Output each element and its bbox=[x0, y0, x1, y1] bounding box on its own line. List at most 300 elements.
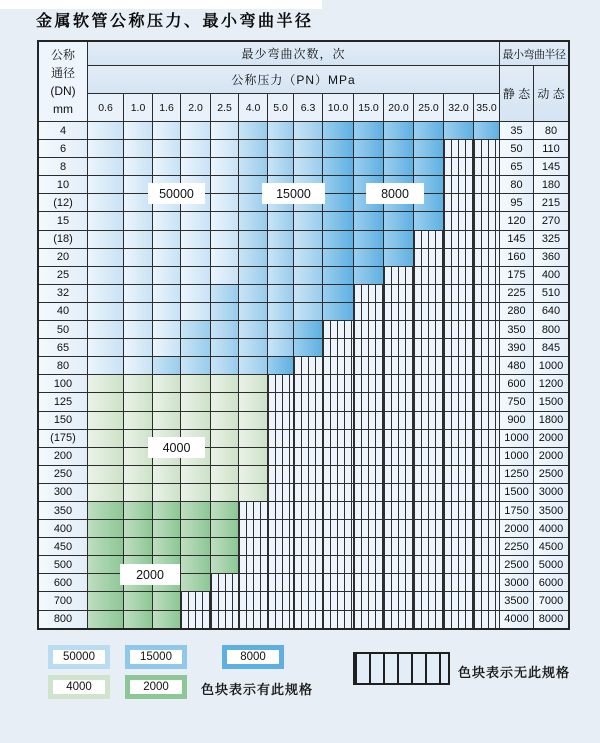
dynamic-radius-value: 640 bbox=[534, 303, 568, 320]
cell-no-spec bbox=[414, 339, 443, 356]
dynamic-radius-value: 7000 bbox=[534, 592, 568, 609]
cell-50000 bbox=[88, 176, 123, 193]
cell-no-spec bbox=[384, 430, 413, 447]
cell-no-spec bbox=[474, 176, 499, 193]
cell-no-spec bbox=[414, 556, 443, 573]
cell-4000 bbox=[88, 466, 123, 483]
cell-no-spec bbox=[474, 339, 499, 356]
cell-no-spec bbox=[384, 357, 413, 374]
cell-no-spec bbox=[354, 556, 383, 573]
legend-block-8000: 8000 bbox=[222, 645, 284, 669]
cell-8000 bbox=[354, 249, 383, 266]
pressure-header-15.0: 15.0 bbox=[354, 94, 383, 121]
cell-50000 bbox=[153, 267, 180, 284]
cell-no-spec bbox=[474, 430, 499, 447]
pressure-header-2.0: 2.0 bbox=[181, 94, 210, 121]
cell-no-spec bbox=[268, 412, 293, 429]
static-radius-value: 1000 bbox=[500, 430, 533, 447]
cell-no-spec bbox=[323, 520, 353, 537]
static-radius-value: 750 bbox=[500, 393, 533, 410]
cell-no-spec bbox=[474, 574, 499, 591]
cell-50000 bbox=[153, 231, 180, 248]
static-radius-value: 65 bbox=[500, 158, 533, 175]
cell-4000 bbox=[88, 393, 123, 410]
cell-50000 bbox=[88, 267, 123, 284]
cell-50000 bbox=[153, 285, 180, 302]
cell-4000 bbox=[239, 375, 267, 392]
cell-no-spec bbox=[354, 484, 383, 501]
cell-2000 bbox=[88, 538, 123, 555]
cell-50000 bbox=[181, 267, 210, 284]
static-radius-value: 1500 bbox=[500, 484, 533, 501]
cell-8000 bbox=[384, 122, 413, 139]
cell-15000 bbox=[239, 158, 267, 175]
static-radius-value: 480 bbox=[500, 357, 533, 374]
static-radius-value: 4000 bbox=[500, 611, 533, 628]
cell-no-spec bbox=[239, 574, 267, 591]
cell-no-spec bbox=[384, 339, 413, 356]
cell-2000 bbox=[88, 502, 123, 519]
cell-no-spec bbox=[294, 556, 322, 573]
cell-15000 bbox=[239, 212, 267, 229]
cell-no-spec bbox=[414, 357, 443, 374]
cell-4000 bbox=[211, 484, 238, 501]
cell-4000 bbox=[124, 375, 152, 392]
cell-8000 bbox=[354, 267, 383, 284]
static-radius-value: 3500 bbox=[500, 592, 533, 609]
cell-4000 bbox=[88, 375, 123, 392]
cell-50000 bbox=[88, 194, 123, 211]
static-radius-value: 160 bbox=[500, 249, 533, 266]
cell-no-spec bbox=[414, 592, 443, 609]
static-radius-value: 175 bbox=[500, 267, 533, 284]
dn-label: 150 bbox=[39, 412, 87, 429]
dynamic-radius-value: 2000 bbox=[534, 430, 568, 447]
cell-2000 bbox=[153, 611, 180, 628]
cell-15000 bbox=[294, 158, 322, 175]
cell-no-spec bbox=[323, 339, 353, 356]
cell-50000 bbox=[88, 158, 123, 175]
cell-no-spec bbox=[444, 393, 473, 410]
cell-no-spec bbox=[384, 393, 413, 410]
cell-50000 bbox=[88, 212, 123, 229]
cell-no-spec bbox=[239, 592, 267, 609]
cell-no-spec bbox=[268, 502, 293, 519]
cell-no-spec bbox=[354, 430, 383, 447]
cell-no-spec bbox=[294, 520, 322, 537]
cell-no-spec bbox=[474, 412, 499, 429]
cell-no-spec bbox=[444, 502, 473, 519]
cell-no-spec bbox=[444, 303, 473, 320]
cell-4000 bbox=[124, 412, 152, 429]
cell-50000 bbox=[88, 140, 123, 157]
cell-no-spec bbox=[474, 267, 499, 284]
pressure-header-25.0: 25.0 bbox=[414, 94, 443, 121]
cell-50000 bbox=[88, 339, 123, 356]
dn-header-line: 通径 bbox=[50, 65, 75, 80]
dynamic-radius-value: 215 bbox=[534, 194, 568, 211]
cell-no-spec bbox=[474, 212, 499, 229]
cell-4000 bbox=[211, 466, 238, 483]
cell-8000 bbox=[414, 140, 443, 157]
cell-no-spec bbox=[294, 502, 322, 519]
cell-8000 bbox=[294, 339, 322, 356]
cell-8000 bbox=[354, 212, 383, 229]
cell-no-spec bbox=[414, 303, 443, 320]
cell-no-spec bbox=[444, 611, 473, 628]
cell-no-spec bbox=[323, 502, 353, 519]
cell-no-spec bbox=[414, 448, 443, 465]
cell-8000 bbox=[384, 231, 413, 248]
cell-50000 bbox=[124, 339, 152, 356]
cell-50000 bbox=[88, 285, 123, 302]
cell-2000 bbox=[124, 538, 152, 555]
cell-no-spec bbox=[384, 556, 413, 573]
dn-column-header bbox=[39, 42, 87, 121]
overlay-label-2000: 2000 bbox=[120, 564, 180, 585]
cell-4000 bbox=[239, 466, 267, 483]
cell-no-spec bbox=[444, 339, 473, 356]
static-radius-value: 2500 bbox=[500, 556, 533, 573]
cell-no-spec bbox=[181, 611, 210, 628]
cell-no-spec bbox=[323, 412, 353, 429]
cell-2000 bbox=[88, 592, 123, 609]
cell-50000 bbox=[88, 122, 123, 139]
cell-50000 bbox=[211, 140, 238, 157]
overlay-label-8000: 8000 bbox=[366, 183, 424, 204]
dn-label: 800 bbox=[39, 611, 87, 628]
cell-no-spec bbox=[294, 611, 322, 628]
cell-15000 bbox=[294, 267, 322, 284]
overlay-label-4000: 4000 bbox=[148, 437, 205, 458]
static-radius-value: 225 bbox=[500, 285, 533, 302]
cell-15000 bbox=[268, 285, 293, 302]
cell-no-spec bbox=[414, 574, 443, 591]
cell-no-spec bbox=[444, 158, 473, 175]
cell-2000 bbox=[124, 611, 152, 628]
dn-label: 250 bbox=[39, 466, 87, 483]
cell-no-spec bbox=[444, 412, 473, 429]
dn-label: 450 bbox=[39, 538, 87, 555]
cell-50000 bbox=[211, 267, 238, 284]
cell-50000 bbox=[181, 285, 210, 302]
dn-label: 700 bbox=[39, 592, 87, 609]
cell-no-spec bbox=[384, 303, 413, 320]
cell-no-spec bbox=[294, 375, 322, 392]
pressure-header-35.0: 35.0 bbox=[474, 94, 499, 121]
cell-no-spec bbox=[474, 285, 499, 302]
dynamic-radius-value: 8000 bbox=[534, 611, 568, 628]
dynamic-radius-value: 1800 bbox=[534, 412, 568, 429]
cell-no-spec bbox=[268, 520, 293, 537]
cell-no-spec bbox=[294, 412, 322, 429]
cell-50000 bbox=[124, 285, 152, 302]
cell-no-spec bbox=[294, 538, 322, 555]
cell-no-spec bbox=[294, 393, 322, 410]
cell-no-spec bbox=[384, 520, 413, 537]
cell-no-spec bbox=[414, 285, 443, 302]
cell-no-spec bbox=[268, 393, 293, 410]
cell-15000 bbox=[294, 212, 322, 229]
cell-no-spec bbox=[444, 212, 473, 229]
cell-no-spec bbox=[354, 339, 383, 356]
cell-no-spec bbox=[354, 375, 383, 392]
cell-no-spec bbox=[444, 375, 473, 392]
cell-4000 bbox=[88, 430, 123, 447]
cell-15000 bbox=[268, 267, 293, 284]
cell-15000 bbox=[181, 357, 210, 374]
cell-8000 bbox=[323, 267, 353, 284]
cell-no-spec bbox=[474, 375, 499, 392]
cell-no-spec bbox=[474, 303, 499, 320]
dn-label: 40 bbox=[39, 303, 87, 320]
cell-no-spec bbox=[384, 375, 413, 392]
static-radius-value: 1250 bbox=[500, 466, 533, 483]
cell-8000 bbox=[474, 122, 499, 139]
dn-label: 200 bbox=[39, 448, 87, 465]
no-spec-sample-box bbox=[353, 652, 450, 685]
cell-4000 bbox=[211, 412, 238, 429]
cell-8000 bbox=[323, 249, 353, 266]
cell-50000 bbox=[124, 231, 152, 248]
dynamic-radius-value: 2500 bbox=[534, 466, 568, 483]
cell-15000 bbox=[268, 321, 293, 338]
static-radius-value: 95 bbox=[500, 194, 533, 211]
cell-no-spec bbox=[354, 502, 383, 519]
cell-no-spec bbox=[444, 574, 473, 591]
cell-no-spec bbox=[474, 556, 499, 573]
dynamic-radius-value: 800 bbox=[534, 321, 568, 338]
cell-2000 bbox=[153, 592, 180, 609]
cell-no-spec bbox=[414, 502, 443, 519]
cell-no-spec bbox=[294, 574, 322, 591]
cell-4000 bbox=[181, 375, 210, 392]
static-radius-value: 3000 bbox=[500, 574, 533, 591]
cell-no-spec bbox=[294, 430, 322, 447]
cell-no-spec bbox=[474, 357, 499, 374]
cell-no-spec bbox=[444, 194, 473, 211]
cell-no-spec bbox=[323, 556, 353, 573]
cell-no-spec bbox=[474, 321, 499, 338]
cell-4000 bbox=[153, 375, 180, 392]
min-bend-radius-header: 最小弯曲半径 bbox=[500, 42, 568, 65]
cell-no-spec bbox=[294, 484, 322, 501]
cell-4000 bbox=[239, 484, 267, 501]
cell-8000 bbox=[354, 231, 383, 248]
static-radius-value: 900 bbox=[500, 412, 533, 429]
cell-no-spec bbox=[294, 448, 322, 465]
cell-no-spec bbox=[354, 412, 383, 429]
cell-4000 bbox=[124, 393, 152, 410]
cell-50000 bbox=[153, 303, 180, 320]
cell-15000 bbox=[294, 303, 322, 320]
dynamic-radius-value: 4500 bbox=[534, 538, 568, 555]
pressure-header-1.6: 1.6 bbox=[153, 94, 180, 121]
dn-label: (12) bbox=[39, 194, 87, 211]
cell-50000 bbox=[153, 140, 180, 157]
cell-no-spec bbox=[323, 538, 353, 555]
cell-4000 bbox=[153, 393, 180, 410]
cell-2000 bbox=[88, 556, 123, 573]
cell-no-spec bbox=[444, 538, 473, 555]
legend-block-4000: 4000 bbox=[48, 675, 110, 699]
cell-50000 bbox=[124, 357, 152, 374]
dn-header-line: 公称 bbox=[50, 47, 75, 62]
cell-no-spec bbox=[384, 321, 413, 338]
dn-label: 600 bbox=[39, 574, 87, 591]
cell-8000 bbox=[323, 231, 353, 248]
cell-no-spec bbox=[294, 592, 322, 609]
cell-no-spec bbox=[323, 592, 353, 609]
cell-50000 bbox=[181, 303, 210, 320]
cell-50000 bbox=[153, 339, 180, 356]
static-column-header: 静 态 bbox=[500, 66, 533, 121]
cell-50000 bbox=[153, 321, 180, 338]
dn-label: 15 bbox=[39, 212, 87, 229]
cell-no-spec bbox=[323, 375, 353, 392]
cell-50000 bbox=[181, 249, 210, 266]
cell-no-spec bbox=[474, 158, 499, 175]
cell-no-spec bbox=[444, 321, 473, 338]
cell-8000 bbox=[354, 158, 383, 175]
cell-15000 bbox=[239, 249, 267, 266]
cell-15000 bbox=[294, 231, 322, 248]
dn-label: 500 bbox=[39, 556, 87, 573]
cell-no-spec bbox=[323, 611, 353, 628]
cell-no-spec bbox=[211, 611, 238, 628]
cell-50000 bbox=[181, 122, 210, 139]
cell-4000 bbox=[88, 412, 123, 429]
cell-no-spec bbox=[354, 538, 383, 555]
cell-no-spec bbox=[474, 502, 499, 519]
cell-50000 bbox=[211, 212, 238, 229]
cell-no-spec bbox=[354, 321, 383, 338]
dynamic-radius-value: 6000 bbox=[534, 574, 568, 591]
cell-no-spec bbox=[474, 611, 499, 628]
dn-label: 50 bbox=[39, 321, 87, 338]
cell-2000 bbox=[124, 502, 152, 519]
dn-label: 300 bbox=[39, 484, 87, 501]
cell-no-spec bbox=[384, 466, 413, 483]
cell-no-spec bbox=[474, 393, 499, 410]
cell-no-spec bbox=[414, 520, 443, 537]
cell-50000 bbox=[88, 231, 123, 248]
cell-15000 bbox=[294, 249, 322, 266]
cell-no-spec bbox=[354, 592, 383, 609]
cell-no-spec bbox=[384, 574, 413, 591]
cell-no-spec bbox=[211, 574, 238, 591]
cell-no-spec bbox=[294, 466, 322, 483]
cell-50000 bbox=[211, 122, 238, 139]
cell-50000 bbox=[88, 249, 123, 266]
cell-15000 bbox=[239, 285, 267, 302]
cell-4000 bbox=[211, 393, 238, 410]
cell-4000 bbox=[239, 448, 267, 465]
dn-label: 8 bbox=[39, 158, 87, 175]
cell-4000 bbox=[124, 466, 152, 483]
cell-no-spec bbox=[414, 430, 443, 447]
cell-no-spec bbox=[239, 556, 267, 573]
cell-no-spec bbox=[414, 231, 443, 248]
cell-15000 bbox=[239, 357, 267, 374]
cell-8000 bbox=[444, 122, 473, 139]
cell-8000 bbox=[323, 194, 353, 211]
legend-block-50000: 50000 bbox=[48, 645, 110, 669]
cell-15000 bbox=[239, 321, 267, 338]
cell-4000 bbox=[211, 448, 238, 465]
cell-no-spec bbox=[384, 412, 413, 429]
cell-no-spec bbox=[384, 484, 413, 501]
cell-no-spec bbox=[474, 194, 499, 211]
cell-no-spec bbox=[294, 357, 322, 374]
cell-50000 bbox=[153, 122, 180, 139]
pressure-header-0.6: 0.6 bbox=[88, 94, 123, 121]
cell-50000 bbox=[124, 321, 152, 338]
cell-4000 bbox=[181, 466, 210, 483]
cell-8000 bbox=[414, 212, 443, 229]
static-radius-value: 390 bbox=[500, 339, 533, 356]
cell-no-spec bbox=[268, 611, 293, 628]
dynamic-radius-value: 510 bbox=[534, 285, 568, 302]
cell-no-spec bbox=[414, 267, 443, 284]
cell-15000 bbox=[239, 339, 267, 356]
dynamic-radius-value: 1500 bbox=[534, 393, 568, 410]
cell-no-spec bbox=[474, 466, 499, 483]
cell-no-spec bbox=[268, 466, 293, 483]
cell-8000 bbox=[268, 357, 293, 374]
cell-no-spec bbox=[474, 448, 499, 465]
cell-no-spec bbox=[444, 176, 473, 193]
dynamic-radius-value: 360 bbox=[534, 249, 568, 266]
cell-no-spec bbox=[354, 466, 383, 483]
cell-15000 bbox=[181, 339, 210, 356]
cell-no-spec bbox=[444, 520, 473, 537]
cell-no-spec bbox=[268, 538, 293, 555]
bend-cycles-header: 最少弯曲次数，次 bbox=[88, 42, 499, 65]
cell-50000 bbox=[153, 212, 180, 229]
cell-8000 bbox=[323, 158, 353, 175]
cell-no-spec bbox=[414, 412, 443, 429]
pressure-header-2.5: 2.5 bbox=[211, 94, 238, 121]
dynamic-radius-value: 1200 bbox=[534, 375, 568, 392]
dn-label: (18) bbox=[39, 231, 87, 248]
pressure-header-1.0: 1.0 bbox=[124, 94, 152, 121]
cell-no-spec bbox=[444, 267, 473, 284]
cell-8000 bbox=[414, 158, 443, 175]
cell-no-spec bbox=[444, 556, 473, 573]
cell-8000 bbox=[354, 122, 383, 139]
cell-2000 bbox=[153, 520, 180, 537]
dynamic-radius-value: 3500 bbox=[534, 502, 568, 519]
dynamic-radius-value: 4000 bbox=[534, 520, 568, 537]
cell-50000 bbox=[124, 267, 152, 284]
cell-15000 bbox=[239, 303, 267, 320]
pressure-header-32.0: 32.0 bbox=[444, 94, 473, 121]
dn-label: 10 bbox=[39, 176, 87, 193]
cell-15000 bbox=[268, 122, 293, 139]
cell-no-spec bbox=[384, 285, 413, 302]
dn-label: 20 bbox=[39, 249, 87, 266]
cell-4000 bbox=[124, 484, 152, 501]
cell-no-spec bbox=[268, 592, 293, 609]
cell-50000 bbox=[181, 231, 210, 248]
dynamic-radius-value: 400 bbox=[534, 267, 568, 284]
cell-no-spec bbox=[384, 538, 413, 555]
cell-15000 bbox=[211, 321, 238, 338]
cell-50000 bbox=[124, 158, 152, 175]
cell-no-spec bbox=[323, 448, 353, 465]
cell-no-spec bbox=[444, 466, 473, 483]
